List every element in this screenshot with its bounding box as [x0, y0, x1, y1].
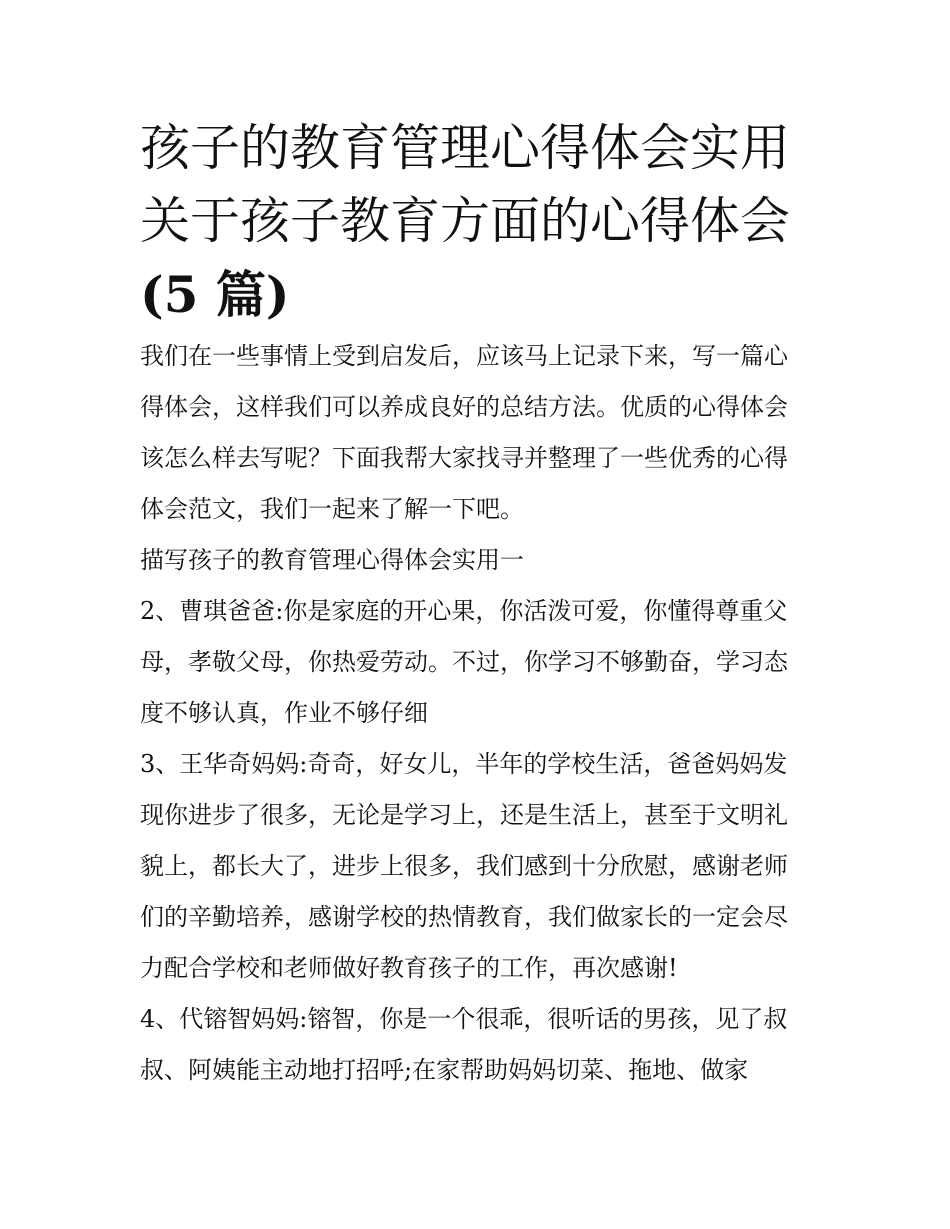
- text-line: 描写孩子的教育管理心得体会实用一: [140, 546, 524, 574]
- text-line: 力配合学校和老师做好教育孩子的工作，再次感谢!: [140, 954, 678, 982]
- document-title: [140, 112, 815, 331]
- section-heading: [140, 535, 815, 586]
- text-line: 貌上，都长大了，进步上很多，我们感到十分欣慰，感谢老师: [140, 852, 788, 880]
- text-line: 们的辛勤培养，感谢学校的热情教育，我们做家长的一定会尽: [140, 903, 788, 931]
- text-line: 4、代镕智妈妈:镕智，你是一个很乖，很听话的男孩，见了叔: [140, 1005, 788, 1033]
- item-paragraph-4: [140, 994, 815, 1096]
- intro-paragraph: [140, 331, 815, 535]
- title-line-1: 孩子的教育管理心得体会实用: [140, 119, 790, 177]
- text-line: 叔、阿姨能主动地打招呼;在家帮助妈妈切菜、拖地、做家: [140, 1056, 749, 1084]
- text-line: 现你进步了很多，无论是学习上，还是生活上，甚至于文明礼: [140, 801, 788, 829]
- title-line-3: (5 篇): [140, 265, 290, 324]
- text-line: 该怎么样去写呢？下面我帮大家找寻并整理了一些优秀的心得: [140, 444, 788, 472]
- text-line: 我们在一些事情上受到启发后，应该马上记录下来，写一篇心: [140, 342, 788, 370]
- text-line: 体会范文，我们一起来了解一下吧。: [140, 495, 524, 523]
- document-body: [140, 331, 815, 1096]
- text-line: 度不够认真，作业不够仔细: [140, 699, 428, 727]
- text-line: 母，孝敬父母，你热爱劳动。不过，你学习不够勤奋，学习态: [140, 648, 788, 676]
- text-line: 得体会，这样我们可以养成良好的总结方法。优质的心得体会: [140, 393, 788, 421]
- item-paragraph-2: [140, 586, 815, 739]
- text-line: 3、王华奇妈妈:奇奇，好女儿，半年的学校生活，爸爸妈妈发: [140, 750, 788, 778]
- item-paragraph-3: [140, 739, 815, 994]
- text-line: 2、曹琪爸爸:你是家庭的开心果，你活泼可爱，你懂得尊重父: [140, 597, 788, 625]
- title-line-2: 关于孩子教育方面的心得体会: [140, 192, 790, 250]
- document-page: [140, 112, 815, 1096]
